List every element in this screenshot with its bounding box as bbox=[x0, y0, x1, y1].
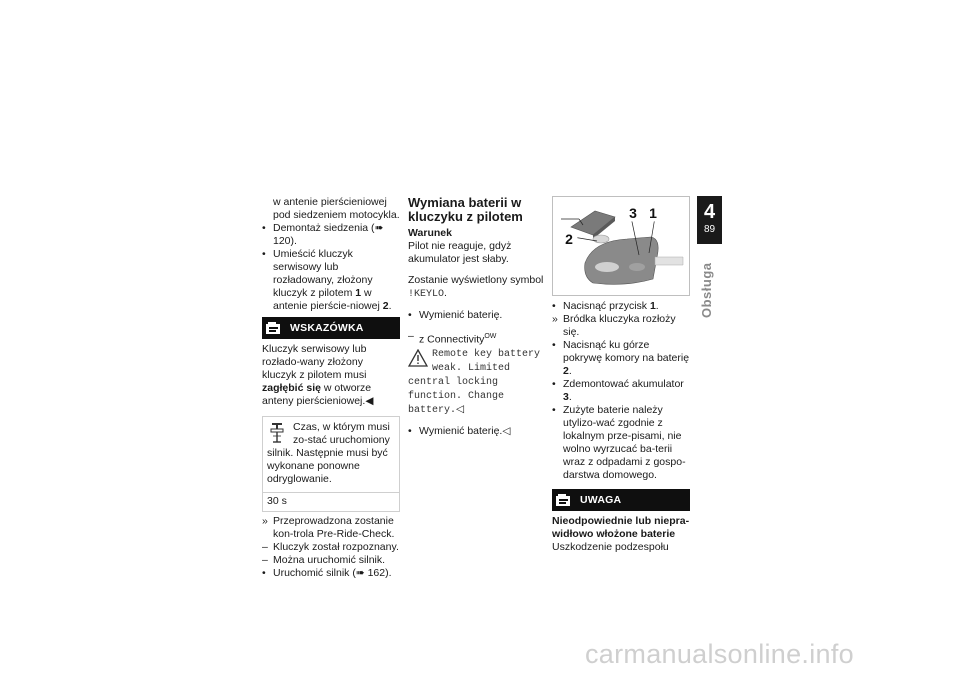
page-ref-link[interactable]: 120 bbox=[273, 235, 291, 247]
result-item: – Kluczyk został rozpoznany. bbox=[262, 541, 399, 553]
bullet-marker: • bbox=[262, 567, 266, 579]
connectivity-line: – z Connectivity$^{OW}$ bbox=[408, 330, 497, 346]
chapter-tab bbox=[697, 196, 722, 244]
caution-label: UWAGA bbox=[580, 493, 622, 506]
key-battery-figure bbox=[552, 196, 690, 296]
info-value: 30 s bbox=[263, 492, 399, 511]
hand-pointer-icon bbox=[552, 489, 574, 511]
section-title: Obsługa bbox=[699, 262, 714, 318]
result-item: – Można uruchomić silnik. bbox=[262, 554, 386, 566]
arrow-ref-icon: ➠ bbox=[355, 567, 368, 579]
list-item: • Wymienić baterię.◁ bbox=[408, 424, 511, 437]
display-message bbox=[408, 347, 545, 417]
list-item: • Wymienić baterię. bbox=[408, 309, 503, 321]
list-item: • Demontaż siedzenia (➠ 120). bbox=[262, 222, 384, 247]
figure-label: 3 bbox=[629, 205, 637, 221]
list-item: • Nacisnąć przycisk 1. bbox=[552, 300, 659, 312]
bullet-marker: • bbox=[262, 222, 266, 234]
condition-label: Warunek bbox=[408, 227, 452, 239]
list-item: • Uruchomić silnik (➠ 162). bbox=[262, 567, 392, 579]
watermark: carmanualsonline.info bbox=[585, 639, 854, 669]
column-left bbox=[262, 196, 400, 580]
caution-title: Nieodpowiednie lub niepra-widłowo włożone baterie bbox=[552, 515, 690, 540]
end-marker-icon: ◀ bbox=[365, 395, 374, 407]
display-intro: Zostanie wyświetlony symbol bbox=[408, 274, 544, 286]
end-marker-icon: ◁ bbox=[502, 424, 511, 437]
info-text: Czas, w którym musi zo-stać uruchomiony silnik. Następnie musi być wykonane ponowne odryglowanie. bbox=[267, 421, 390, 485]
warning-text: Kluczyk serwisowy lub rozłado-wany złożony kluczyk z pilotem musi zagłębić się w otworze anteny pierścieniowej.◀ bbox=[262, 343, 374, 407]
chapter-number: 4 bbox=[703, 201, 716, 223]
condition-text: Pilot nie reaguje, gdyż akumulator jest słaby. bbox=[408, 240, 512, 265]
message-text: Remote key battery weak. Limited central locking function. Change battery. bbox=[408, 348, 541, 416]
arrow-ref-icon: ➠ bbox=[374, 222, 384, 234]
bullet-marker: • bbox=[262, 248, 266, 260]
caution-text: Uszkodzenie podzespołu bbox=[552, 541, 669, 553]
figure-label: 2 bbox=[565, 231, 573, 247]
page-ref-link[interactable]: 162 bbox=[367, 567, 386, 579]
info-box bbox=[262, 416, 400, 512]
warning-header bbox=[262, 317, 400, 339]
list-item: • Umieścić kluczyk serwisowy lub rozładowany, złożony kluczyk z pilotem 1 w antenie pierście-niowej 2. bbox=[262, 248, 392, 312]
figure-label: 1 bbox=[649, 205, 657, 221]
list-item: • Zdemontować akumulator 3. bbox=[552, 378, 684, 403]
result-item: » Bródka kluczyka rozłoży się. bbox=[552, 313, 676, 338]
column-right bbox=[552, 196, 690, 554]
column-middle bbox=[408, 196, 545, 438]
end-marker-icon: ◁ bbox=[456, 402, 465, 415]
timer-icon bbox=[267, 421, 289, 445]
result-item: » Przeprowadzona zostanie kon-trola Pre-Ride-Check. bbox=[262, 515, 395, 540]
warning-label: WSKAZÓWKA bbox=[290, 321, 364, 334]
warning-triangle-icon bbox=[408, 349, 430, 371]
continuation-text: w antenie pierścieniowej pod siedzeniem motocykla. bbox=[273, 196, 400, 221]
display-code-line: !KEYLO. bbox=[408, 287, 447, 300]
caution-header bbox=[552, 489, 690, 511]
hand-pointer-icon bbox=[262, 317, 284, 339]
list-item: • Zużyte baterie należy utylizo-wać zgodnie z lokalnym prze-pisami, nie wolno wyrzucać ba-terii wraz z odpadami z gospo-darstwa domowego. bbox=[552, 404, 686, 481]
list-item: • Nacisnąć ku górze pokrywę komory na baterię 2. bbox=[552, 339, 690, 377]
section-heading: Wymiana baterii w kluczyku z pilotem bbox=[408, 195, 523, 224]
page-number: 89 bbox=[703, 224, 716, 235]
